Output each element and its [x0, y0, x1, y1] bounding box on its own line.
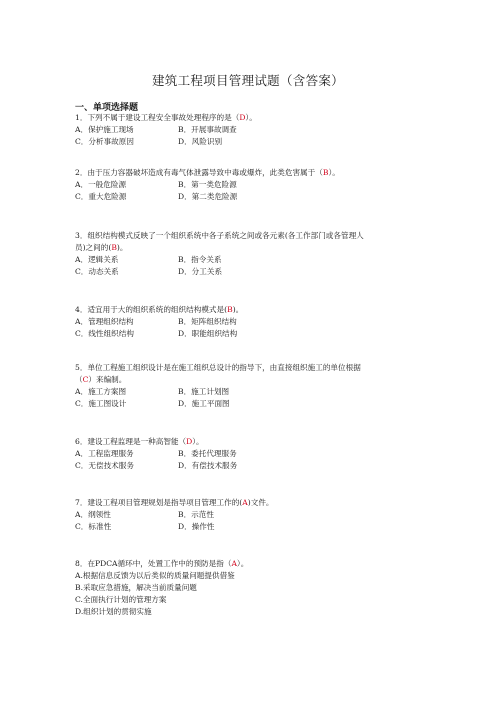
option-a: A．施工方案图 — [75, 387, 127, 396]
option-c: C．动态关系 — [75, 267, 119, 276]
answer: B — [227, 305, 233, 314]
option-c: C．施工图设计 — [75, 399, 127, 408]
option-a: A．纲领性 — [75, 510, 111, 519]
question-5 — [75, 362, 375, 410]
question-stem: 3．组织结构模式反映了一个组织系统中各子系统之间或各元素(各工作部门或各管理人员)之间的(B)。 — [75, 231, 364, 252]
question-8 — [75, 558, 375, 618]
answer: A — [231, 559, 237, 568]
option-b: B．指令关系 — [178, 255, 222, 264]
option-b: B．施工计划图 — [178, 387, 230, 396]
option-d: D．施工平面图 — [178, 399, 230, 408]
option-d: D．第二类危险源 — [178, 192, 238, 201]
option-d: D．有偿技术服务 — [178, 461, 238, 470]
question-4 — [75, 304, 375, 340]
question-stem: 7．建设工程项目管理规划是指导项目管理工作的(A)文件。 — [75, 498, 274, 507]
answer: A — [242, 498, 248, 507]
question-stem: 4．适宜用于大的组织系统的组织结构模式是(B)。 — [75, 305, 244, 314]
option-d: D.组织计划的贯彻实施 — [75, 607, 152, 616]
question-7 — [75, 497, 375, 533]
option-a: A．一般危险源 — [75, 180, 127, 189]
option-b: B．第一类危险源 — [178, 180, 237, 189]
question-stem: 2．由于压力容器破坏造成有毒气体泄露导致中毒或爆炸，此类危害属于（B）。 — [75, 168, 340, 177]
option-d: D．风险识别 — [178, 137, 223, 146]
question-stem: 5．单位工程施工组织设计是在施工组织总设计的指导下，由直接组织施工的单位根据（C）来编制。 — [75, 363, 361, 384]
option-c: C．无偿技术服务 — [75, 461, 134, 470]
option-a: A.根据信息反馈为以后类似的质量问题提供借鉴 — [75, 571, 235, 580]
question-1 — [75, 112, 375, 148]
question-2 — [75, 167, 375, 203]
answer: D — [186, 437, 193, 446]
option-d: D．分工关系 — [178, 267, 223, 276]
option-b: B．矩阵组织结构 — [178, 317, 237, 326]
option-c: C.全面执行计划的管理方案 — [75, 595, 167, 604]
option-c: C．标准性 — [75, 522, 112, 531]
option-b: B．委托代理服务 — [178, 449, 237, 458]
option-c: C．重大危险源 — [75, 192, 127, 201]
option-d: D．操作性 — [178, 522, 215, 531]
option-b: B．开展事故调查 — [178, 125, 237, 134]
question-stem: 8．在PDCA循环中，处置工作中的预防是指（A）。 — [75, 559, 249, 568]
answer: B — [322, 168, 329, 177]
question-stem: 6．建设工程监理是一种高智能（D）。 — [75, 437, 204, 446]
option-b: B.采取应急措施，解决当前质量问题 — [75, 583, 197, 592]
option-a: A．工程监理服务 — [75, 449, 134, 458]
option-a: A．保护施工现场 — [75, 125, 134, 134]
document-title: 建筑工程项目管理试题（含答案） — [151, 73, 344, 88]
question-3 — [75, 230, 375, 278]
option-a: A．逻辑关系 — [75, 255, 119, 264]
answer: C — [82, 375, 89, 384]
question-6 — [75, 436, 375, 472]
question-stem: 1．下列不属于建设工程安全事故处理程序的是（D）。 — [75, 113, 257, 122]
answer: D — [239, 113, 246, 122]
option-c: C．分析事故原因 — [75, 137, 134, 146]
option-a: A．管理组织结构 — [75, 317, 134, 326]
option-d: D．职能组织结构 — [178, 329, 238, 338]
option-c: C．线性组织结构 — [75, 329, 134, 338]
option-b: B．示范性 — [178, 510, 214, 519]
section-heading: 一、单项选择题 — [75, 103, 139, 113]
answer: B — [111, 243, 117, 252]
